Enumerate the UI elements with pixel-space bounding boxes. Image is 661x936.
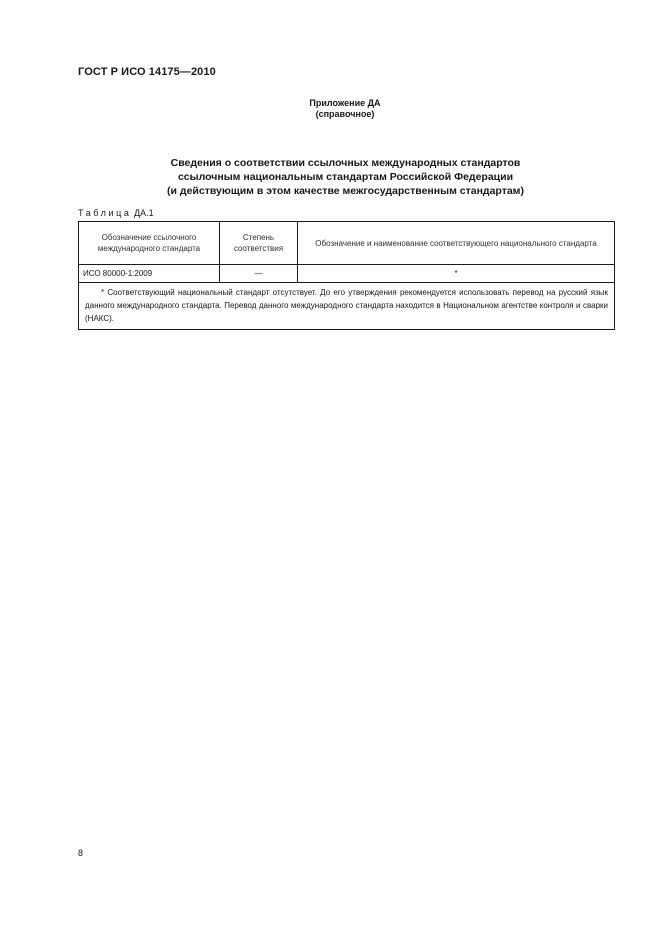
document-code: ГОСТ Р ИСО 14175—2010: [78, 66, 216, 78]
table-caption-number: ДА.1: [134, 208, 154, 218]
table-caption-word: Таблица: [78, 208, 132, 218]
section-title: [78, 156, 613, 198]
table-row: [79, 265, 615, 283]
column-header-degree: Степень соответствия: [220, 222, 298, 265]
appendix-title: Приложение ДА: [309, 98, 381, 108]
section-title-line-2: ссылочным национальным стандартам Российской Федерации: [177, 171, 514, 183]
page-number: 8: [78, 848, 84, 858]
standards-table: [78, 221, 615, 330]
table-caption: [78, 208, 154, 218]
table-footnote-row: [79, 283, 615, 330]
cell-standard: ИСО 80000-1:2009: [79, 265, 220, 283]
appendix-heading: [0, 98, 661, 120]
column-header-national-standard: Обозначение и наименование соответствующего национального стандарта: [298, 222, 615, 265]
table-footnote: * Соответствующий национальный стандарт отсутствует. До его утверждения рекомендуется использовать перевод на русский язык данного международного стандарта. Перевод данного международного стандарта находится в Национальном агентстве контроля и сварки (НАКС).: [79, 283, 615, 330]
section-title-line-3: (и действующим в этом качестве межгосударственным стандартам): [167, 185, 524, 197]
section-title-line-1: Сведения о соответствии ссылочных международных стандартов: [170, 157, 521, 169]
column-header-international-standard: Обозначение ссылочного международного стандарта: [79, 222, 220, 265]
table-header-row: [79, 222, 615, 265]
appendix-subtitle: (справочное): [315, 109, 375, 119]
cell-national: *: [298, 265, 615, 283]
cell-degree: —: [220, 265, 298, 283]
